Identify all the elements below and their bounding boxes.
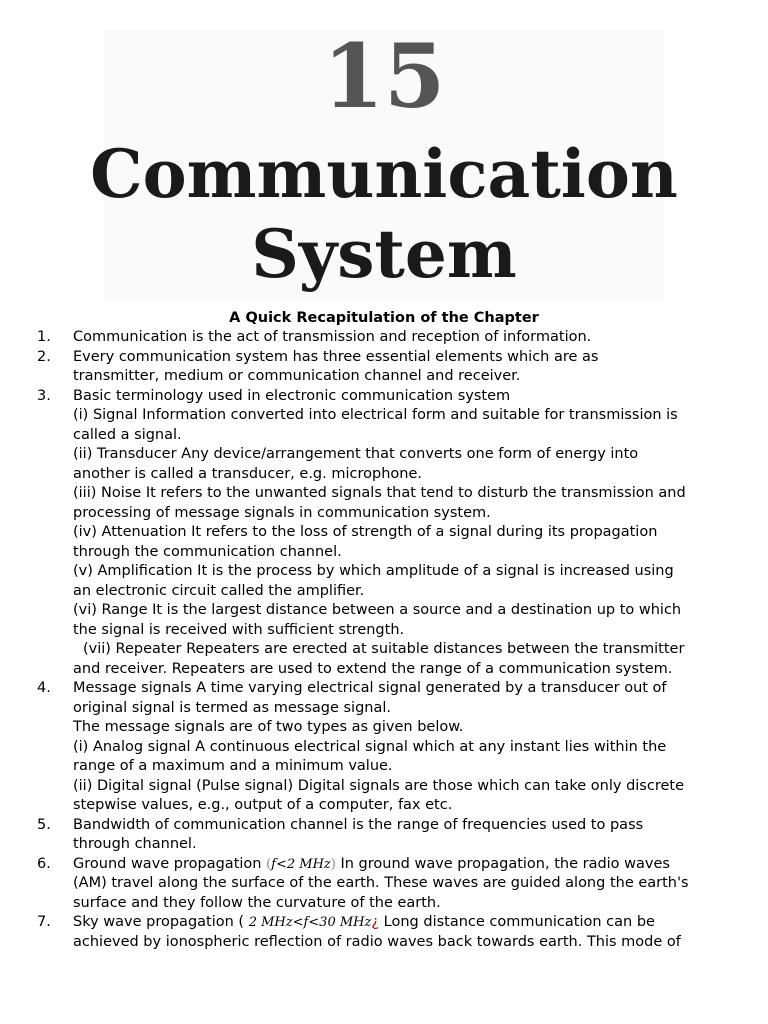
summary-heading: A Quick Recapitulation of the Chapter [229, 310, 539, 326]
item-line: and receiver. Repeaters are used to extend the range of a communication system. [73, 660, 673, 677]
summary-list [0, 328, 768, 952]
item-line: (iii) Noise It refers to the unwanted signals that tend to disturb the transmission and [73, 485, 686, 501]
item-number: 5. [37, 816, 51, 833]
item-line: stepwise values, e.g., output of a computer, fax etc. [73, 797, 453, 813]
item-line: Every communication system has three essential elements which are as [73, 348, 599, 365]
item-line [73, 855, 733, 875]
item-line [73, 913, 733, 933]
list-item-1 [0, 328, 733, 348]
item-line: called a signal. [73, 426, 182, 443]
chapter-number: 15 [322, 24, 446, 128]
broken-glyph: ¿ [371, 914, 380, 930]
item-line: Bandwidth of communication channel is the range of frequencies used to pass [73, 816, 644, 833]
item-line: through channel. [73, 836, 197, 852]
item-line: (v) Amplification It is the process by which amplitude of a signal is increased using [73, 563, 674, 579]
list-item-6 [0, 855, 733, 914]
item-line: an electronic circuit called the amplifier. [73, 582, 365, 599]
item-number: 1. [37, 329, 51, 345]
item-line: another is called a transducer, e.g. microphone. [73, 465, 422, 482]
frequency-formula: 2 MHz<f<30 MHz [248, 915, 372, 930]
chapter-title-line-1: Communication [90, 135, 678, 213]
list-item-4 [0, 679, 733, 816]
item-line: (AM) travel along the surface of the earth. These waves are guided along the earth's [73, 875, 689, 891]
item-line: surface and they follow the curvature of the earth. [73, 894, 441, 911]
item-text: Ground wave propagation [73, 855, 267, 872]
item-line: (vii) Repeater Repeaters are erected at suitable distances between the transmitter [83, 641, 685, 657]
frequency-formula: (f<2 MHz) [266, 856, 336, 872]
item-number: 6. [37, 855, 51, 872]
item-line: (ii) Digital signal (Pulse signal) Digital signals are those which can take only discrete [73, 777, 684, 794]
item-number: 2. [37, 348, 51, 365]
item-number: 7. [37, 914, 51, 930]
item-line: range of a maximum and a minimum value. [73, 758, 393, 774]
item-line: processing of message signals in communication system. [73, 504, 491, 521]
list-item-5 [0, 816, 733, 855]
item-line: The message signals are of two types as given below. [73, 719, 464, 735]
item-line: original signal is termed as message signal. [73, 699, 391, 716]
item-line: (iv) Attenuation It refers to the loss of strength of a signal during its propagation [73, 524, 658, 540]
item-line: (i) Analog signal A continuous electrical signal which at any instant lies within the [73, 738, 667, 755]
list-item-2 [0, 348, 733, 387]
item-line: through the communication channel. [73, 543, 342, 560]
chapter-title-line-2: System [251, 215, 517, 293]
list-item-3 [0, 387, 733, 680]
item-line: Basic terminology used in electronic communication system [73, 387, 511, 404]
formula-text: f<2 MHz [271, 856, 331, 872]
item-text: Long distance communication can be [379, 914, 655, 930]
item-line: the signal is received with sufficient strength. [73, 621, 405, 638]
item-line: Communication is the act of transmission and reception of information. [73, 329, 592, 345]
item-line: (i) Signal Information converted into electrical form and suitable for transmission is [73, 407, 678, 423]
item-line: Message signals A time varying electrical signal generated by a transducer out of [73, 680, 667, 696]
item-number: 3. [37, 387, 51, 404]
item-line: (ii) Transducer Any device/arrangement that converts one form of energy into [73, 446, 639, 462]
item-text: Sky wave propagation ( [73, 914, 249, 930]
item-line: achieved by ionospheric reflection of radio waves back towards earth. This mode of [73, 933, 681, 950]
item-number: 4. [37, 680, 51, 696]
item-line: transmitter, medium or communication channel and receiver. [73, 368, 521, 384]
item-text: In ground wave propagation, the radio waves [335, 855, 670, 872]
list-item-7 [0, 913, 733, 952]
item-line: (vi) Range It is the largest distance between a source and a destination up to which [73, 602, 682, 618]
